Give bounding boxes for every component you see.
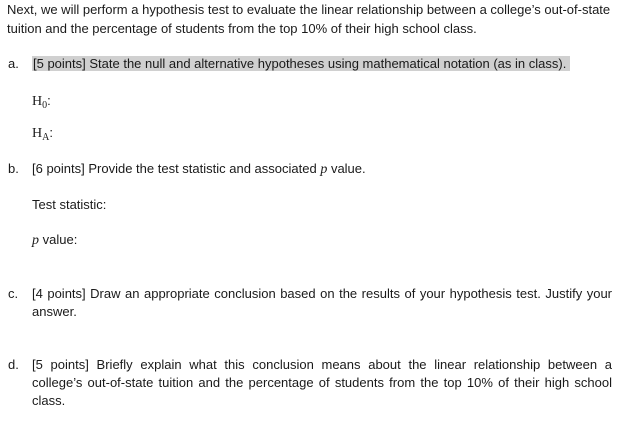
question-d-letter: d.: [8, 357, 19, 372]
question-a-letter: a.: [8, 56, 19, 71]
h0-symbol: H: [32, 94, 43, 109]
ha-symbol: H: [32, 126, 43, 141]
question-b-letter: b.: [8, 161, 19, 176]
question-b-text: [32, 160, 612, 179]
ha-subscript: A: [42, 132, 50, 143]
test-statistic-label: Test statistic:: [32, 197, 107, 212]
question-b-text-after: value.: [327, 161, 366, 176]
intro-paragraph: Next, we will perform a hypothesis test to evaluate the linear relationship between a college’s out-of-state tuition and the percentage of students from the top 10% of their high school class.: [7, 2, 611, 36]
question-c: [8, 285, 612, 321]
question-a: [8, 55, 612, 73]
p-value-symbol: p: [32, 233, 39, 248]
ha-colon: :: [49, 125, 53, 140]
question-d: [8, 356, 612, 410]
p-value-label: value:: [39, 232, 78, 247]
question-b-p-symbol: p: [320, 162, 328, 177]
question-b: [8, 160, 612, 179]
question-a-text: [5 points] State the null and alternative hypotheses using mathematical notation (as in class).: [32, 56, 570, 71]
question-b-text-before: [6 points] Provide the test statistic and associated: [32, 161, 321, 176]
ha-line: [32, 124, 53, 144]
question-c-text: [4 points] Draw an appropriate conclusion based on the results of your hypothesis test. Justify your answer.: [32, 286, 612, 319]
question-c-letter: c.: [8, 286, 19, 301]
h0-line: [32, 92, 51, 112]
p-value-line: [32, 231, 77, 250]
question-d-text: [5 points] Briefly explain what this conclusion means about the linear relationship between a college’s out-of-state tuition and the percentage of students from the top 10% of their high school class.: [32, 357, 612, 408]
h0-subscript: 0: [42, 100, 48, 111]
h0-colon: :: [47, 93, 51, 108]
